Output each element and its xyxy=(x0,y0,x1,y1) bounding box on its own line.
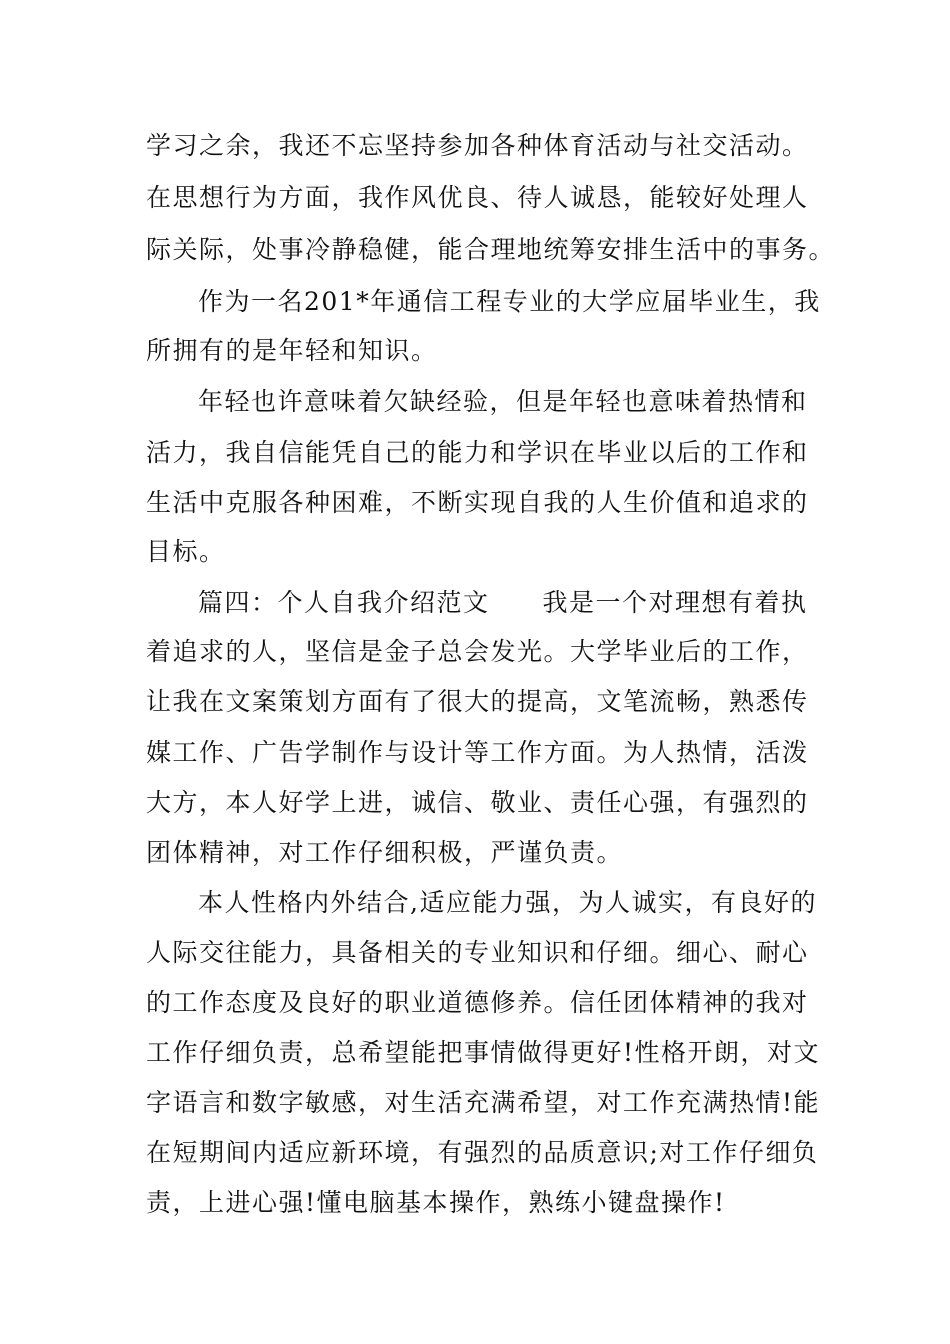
text-line-22: 责，上进心强!懂电脑基本操作，熟练小键盘操作! xyxy=(146,1188,726,1217)
text-line-8: 生活中克服各种困难，不断实现自我的人生价值和追求的 xyxy=(146,488,809,517)
text-line-1: 学习之余，我还不忘坚持参加各种体育活动与社交活动。 xyxy=(146,131,809,160)
text-line-2: 在思想行为方面，我作风优良、待人诚恳，能较好处理人 xyxy=(146,183,809,212)
text-line-3: 际关际，处事冷静稳健，能合理地统筹安排生活中的事务。 xyxy=(146,235,836,264)
text-line-7: 活力，我自信能凭自己的能力和学识在毕业以后的工作和 xyxy=(146,438,809,467)
text-line-18: 的工作态度及良好的职业道德修养。信任团体精神的我对 xyxy=(146,988,809,1017)
text-line-4: 作为一名201*年通信工程专业的大学应届毕业生，我 xyxy=(198,287,821,316)
text-line-20: 字语言和数字敏感，对生活充满希望，对工作充满热情!能 xyxy=(146,1088,821,1117)
text-line-11: 着追求的人，坚信是金子总会发光。大学毕业后的工作， xyxy=(146,637,809,666)
text-line-21: 在短期间内适应新环境，有强烈的品质意识;对工作仔细负 xyxy=(146,1138,819,1167)
text-line-13: 媒工作、广告学制作与设计等工作方面。为人热情，活泼 xyxy=(146,738,809,767)
text-line-5: 所拥有的是年轻和知识。 xyxy=(146,336,438,365)
text-line-19: 工作仔细负责，总希望能把事情做得更好!性格开朗，对文 xyxy=(146,1038,821,1067)
text-line-15: 团体精神，对工作仔细积极，严谨负责。 xyxy=(146,838,624,867)
text-line-16: 本人性格内外结合,适应能力强，为人诚实，有良好的 xyxy=(198,888,817,917)
text-line-6: 年轻也许意味着欠缺经验，但是年轻也意味着热情和 xyxy=(198,387,808,416)
text-line-14: 大方，本人好学上进，诚信、敬业、责任心强，有强烈的 xyxy=(146,788,809,817)
text-line-9: 目标。 xyxy=(146,537,226,566)
text-line-12: 让我在文案策划方面有了很大的提高，文笔流畅，熟悉传 xyxy=(146,687,809,716)
text-line-17: 人际交往能力，具备相关的专业知识和仔细。细心、耐心 xyxy=(146,938,809,967)
text-line-10: 篇四：个人自我介绍范文 我是一个对理想有着执 xyxy=(198,588,808,617)
